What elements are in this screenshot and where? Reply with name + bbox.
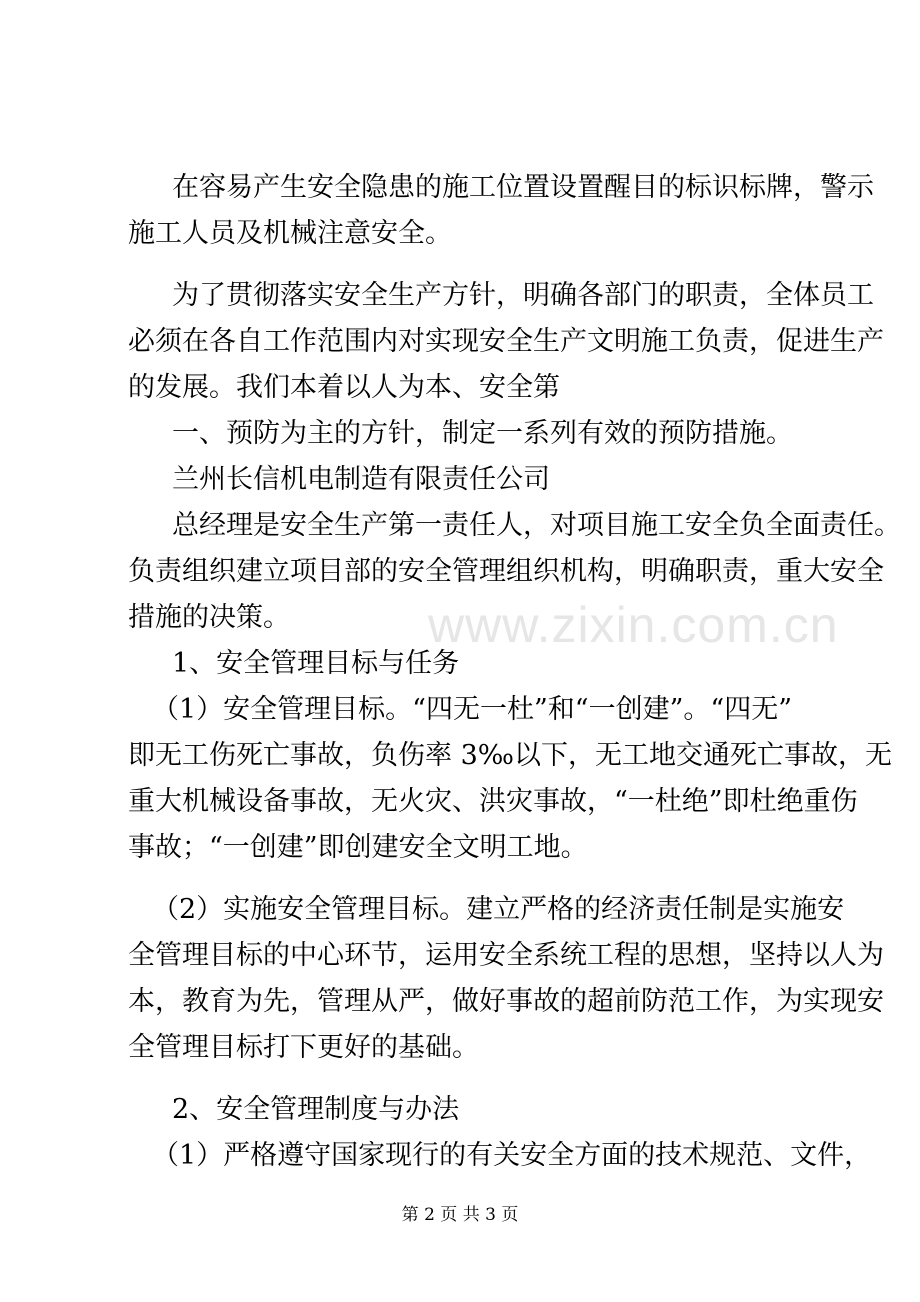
paragraph-line: 负责组织建立项目部的安全管理组织机构，明确职责，重大安全 bbox=[128, 556, 884, 587]
company-name: 兰州长信机电制造有限责任公司 bbox=[172, 464, 550, 495]
paragraph-line: （1）严格遵守国家现行的有关安全方面的技术规范、文件， bbox=[152, 1140, 872, 1171]
paragraph-line: 一、预防为主的方针，制定一系列有效的预防措施。 bbox=[172, 418, 793, 449]
document-body bbox=[128, 165, 901, 1179]
paragraph-line: 全管理目标打下更好的基础。 bbox=[128, 1032, 479, 1063]
paragraph-line: 必须在各自工作范围内对实现安全生产文明施工负责，促进生产 bbox=[128, 326, 884, 357]
section-heading: 2、安全管理制度与办法 bbox=[172, 1094, 460, 1125]
paragraph-line: 在容易产生安全隐患的施工位置设置醒目的标识标牌，警示 bbox=[172, 172, 874, 203]
paragraph-line: 全管理目标的中心环节，运用安全系统工程的思想，坚持以人为 bbox=[128, 940, 884, 971]
page-number-footer: 第 2 页 共 3 页 bbox=[401, 1205, 519, 1225]
paragraph-line: （2）实施安全管理目标。建立严格的经济责任制是实施安 bbox=[152, 894, 845, 925]
paragraph-line: 为了贯彻落实安全生产方针，明确各部门的职责，全体员工 bbox=[172, 280, 874, 311]
paragraph-line: 事故；“一创建”即创建安全文明工地。 bbox=[128, 832, 588, 863]
paragraph-line: （1）安全管理目标。“四无一杜”和“一创建”。“四无” bbox=[152, 694, 792, 725]
paragraph-line: 措施的决策。 bbox=[128, 602, 290, 633]
paragraph-line: 重大机械设备事故，无火灾、洪灾事故，“一杜绝”即杜绝重伤 bbox=[128, 786, 858, 817]
paragraph-line: 本，教育为先，管理从严，做好事故的超前防范工作，为实现安 bbox=[128, 986, 884, 1017]
paragraph-line: 总经理是安全生产第一责任人，对项目施工安全负全面责任。 bbox=[172, 510, 901, 541]
watermark: www.zixin.com.cn bbox=[428, 597, 839, 653]
paragraph-line: 的发展。我们本着以人为本、安全第 bbox=[128, 372, 560, 403]
section-heading: 1、安全管理目标与任务 bbox=[172, 648, 460, 679]
paragraph-line: 即无工伤死亡事故，负伤率 3‰以下，无工地交通死亡事故，无 bbox=[128, 740, 892, 771]
paragraph-line: 施工人员及机械注意安全。 bbox=[128, 218, 452, 249]
